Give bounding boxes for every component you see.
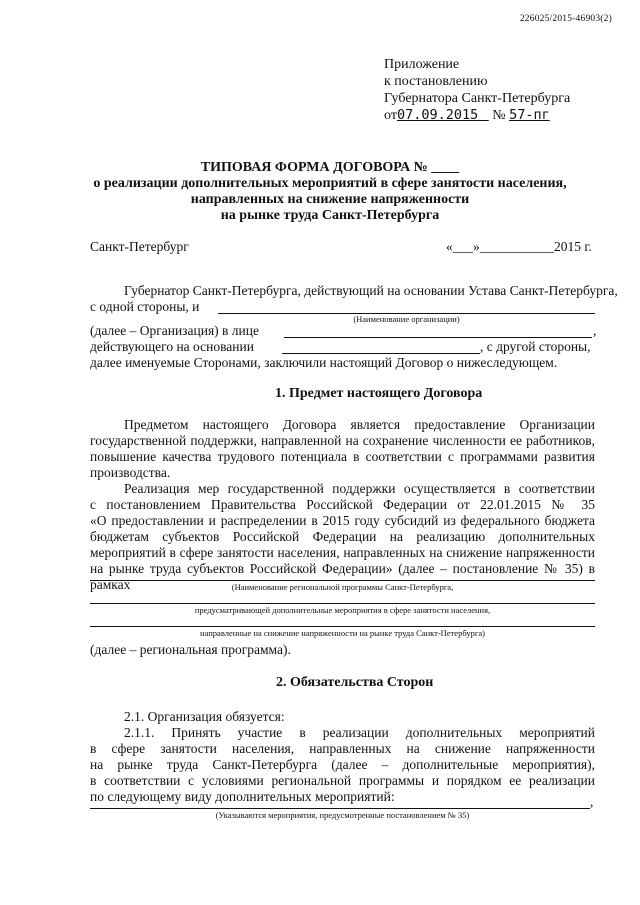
p1-line: Предметом настоящего Договора является предоставление Организации — [124, 417, 595, 432]
num-prefix: № — [492, 108, 506, 123]
title-line-4: на рынке труда Санкт-Петербурга — [220, 208, 440, 223]
section-1-heading: 1. Предмет настоящего Договора — [275, 386, 483, 401]
p2-line: Реализация мер государственной поддержки осуществляется в соответствии — [124, 481, 595, 496]
document-number: 226025/2015-46903(2) — [519, 14, 612, 24]
basis-field[interactable] — [282, 353, 480, 354]
appendix-line-1: Приложение — [384, 57, 460, 72]
parties-line-4: действующего на основании — [90, 339, 254, 354]
clause-line: на рынке труда Санкт-Петербурга (далее – дополнительные мероприятия), — [90, 757, 595, 772]
parties-line-1: Губернатор Санкт-Петербурга, действующий на основании Устава Санкт-Петербурга, — [124, 283, 618, 298]
date-prefix: от — [384, 108, 397, 123]
p1-line: государственной поддержки, направленной на сохранение численности ее работников, — [90, 433, 595, 448]
program-name-field-3[interactable] — [90, 626, 595, 627]
comma: , — [590, 794, 594, 809]
program-caption-c: направленные на снижение напряженности на рынке труда Санкт-Петербурга) — [200, 628, 485, 638]
resolution-number: 57-пг — [509, 107, 550, 123]
representative-field[interactable] — [284, 337, 592, 338]
section-2-heading: 2. Обязательства Сторон — [276, 675, 434, 690]
title-line-1: ТИПОВАЯ ФОРМА ДОГОВОРА № ____ — [200, 160, 460, 175]
section-1-paragraph-1 — [90, 417, 595, 481]
resolution-date: 07.09.2015 — [396, 107, 479, 123]
measures-caption: (Указываются мероприятия, предусмотренные постановлением № 35) — [215, 810, 470, 820]
p1-line: повышение качества трудового потенциала в соответствии с программами развития — [90, 449, 595, 464]
appendix-date-line — [384, 107, 570, 124]
p2-line: с постановлением Правительства Российской Федерации от 22.01.2015 № 35 — [90, 497, 595, 512]
program-name-field[interactable] — [90, 580, 595, 581]
appendix-line-3: Губернатора Санкт-Петербурга — [384, 91, 571, 106]
date-field: «___»___________2015 г. — [446, 239, 592, 254]
section-1-paragraph-2 — [90, 481, 595, 593]
measures-field[interactable] — [90, 808, 590, 809]
p2-line: бюджетам субъектов Российской Федерации на реализацию дополнительных — [90, 529, 595, 544]
p2-line: мероприятий в сфере занятости населения, направленных на снижение напряженности — [90, 545, 595, 560]
parties-line-3: (далее – Организация) в лице — [90, 323, 259, 338]
p1-line: производства. — [90, 465, 171, 480]
clause-2-1: 2.1. Организация обязуется: — [124, 709, 285, 724]
program-caption-b: предусматривающей дополнительные мероприятия в сфере занятости населения, — [194, 605, 491, 615]
other-side-text: , с другой стороны, — [480, 339, 591, 354]
comma: , — [593, 323, 597, 338]
appendix-line-2: к постановлению — [384, 74, 488, 89]
parties-line-5: далее именуемые Сторонами, заключили настоящий Договор о нижеследующем. — [90, 355, 558, 370]
parties-line-2: с одной стороны, и — [90, 299, 200, 314]
place: Санкт-Петербург — [90, 239, 189, 254]
program-name-field-2[interactable] — [90, 603, 595, 604]
regional-program-end: (далее – региональная программа). — [90, 642, 291, 657]
clause-line: 2.1.1. Принять участие в реализации дополнительных мероприятий — [124, 725, 595, 740]
appendix-block — [384, 56, 570, 124]
title-line-2: о реализации дополнительных мероприятий в сфере занятости населения, — [93, 176, 567, 191]
clause-line: в соответствии с условиями региональной программы и порядком ее реализации — [90, 773, 595, 788]
document-title — [60, 160, 600, 224]
clause-2-1-1 — [90, 725, 595, 805]
p2-line: на рынке труда субъектов Российской Федерации» (далее – постановление № 35) в рамках — [90, 561, 595, 592]
p2-line: «О предоставлении и распределении в 2015 году субсидий из федерального бюджета — [90, 513, 595, 528]
organization-caption: (Наименование организации) — [353, 314, 460, 324]
title-line-3: направленных на снижение напряженности — [190, 192, 470, 207]
program-caption-a: (Наименование региональной программы Санкт-Петербурга, — [231, 582, 454, 592]
clause-line: в сфере занятости населения, направленных на снижение напряженности — [90, 741, 595, 756]
clause-line: по следующему виду дополнительных мероприятий: — [90, 789, 395, 804]
